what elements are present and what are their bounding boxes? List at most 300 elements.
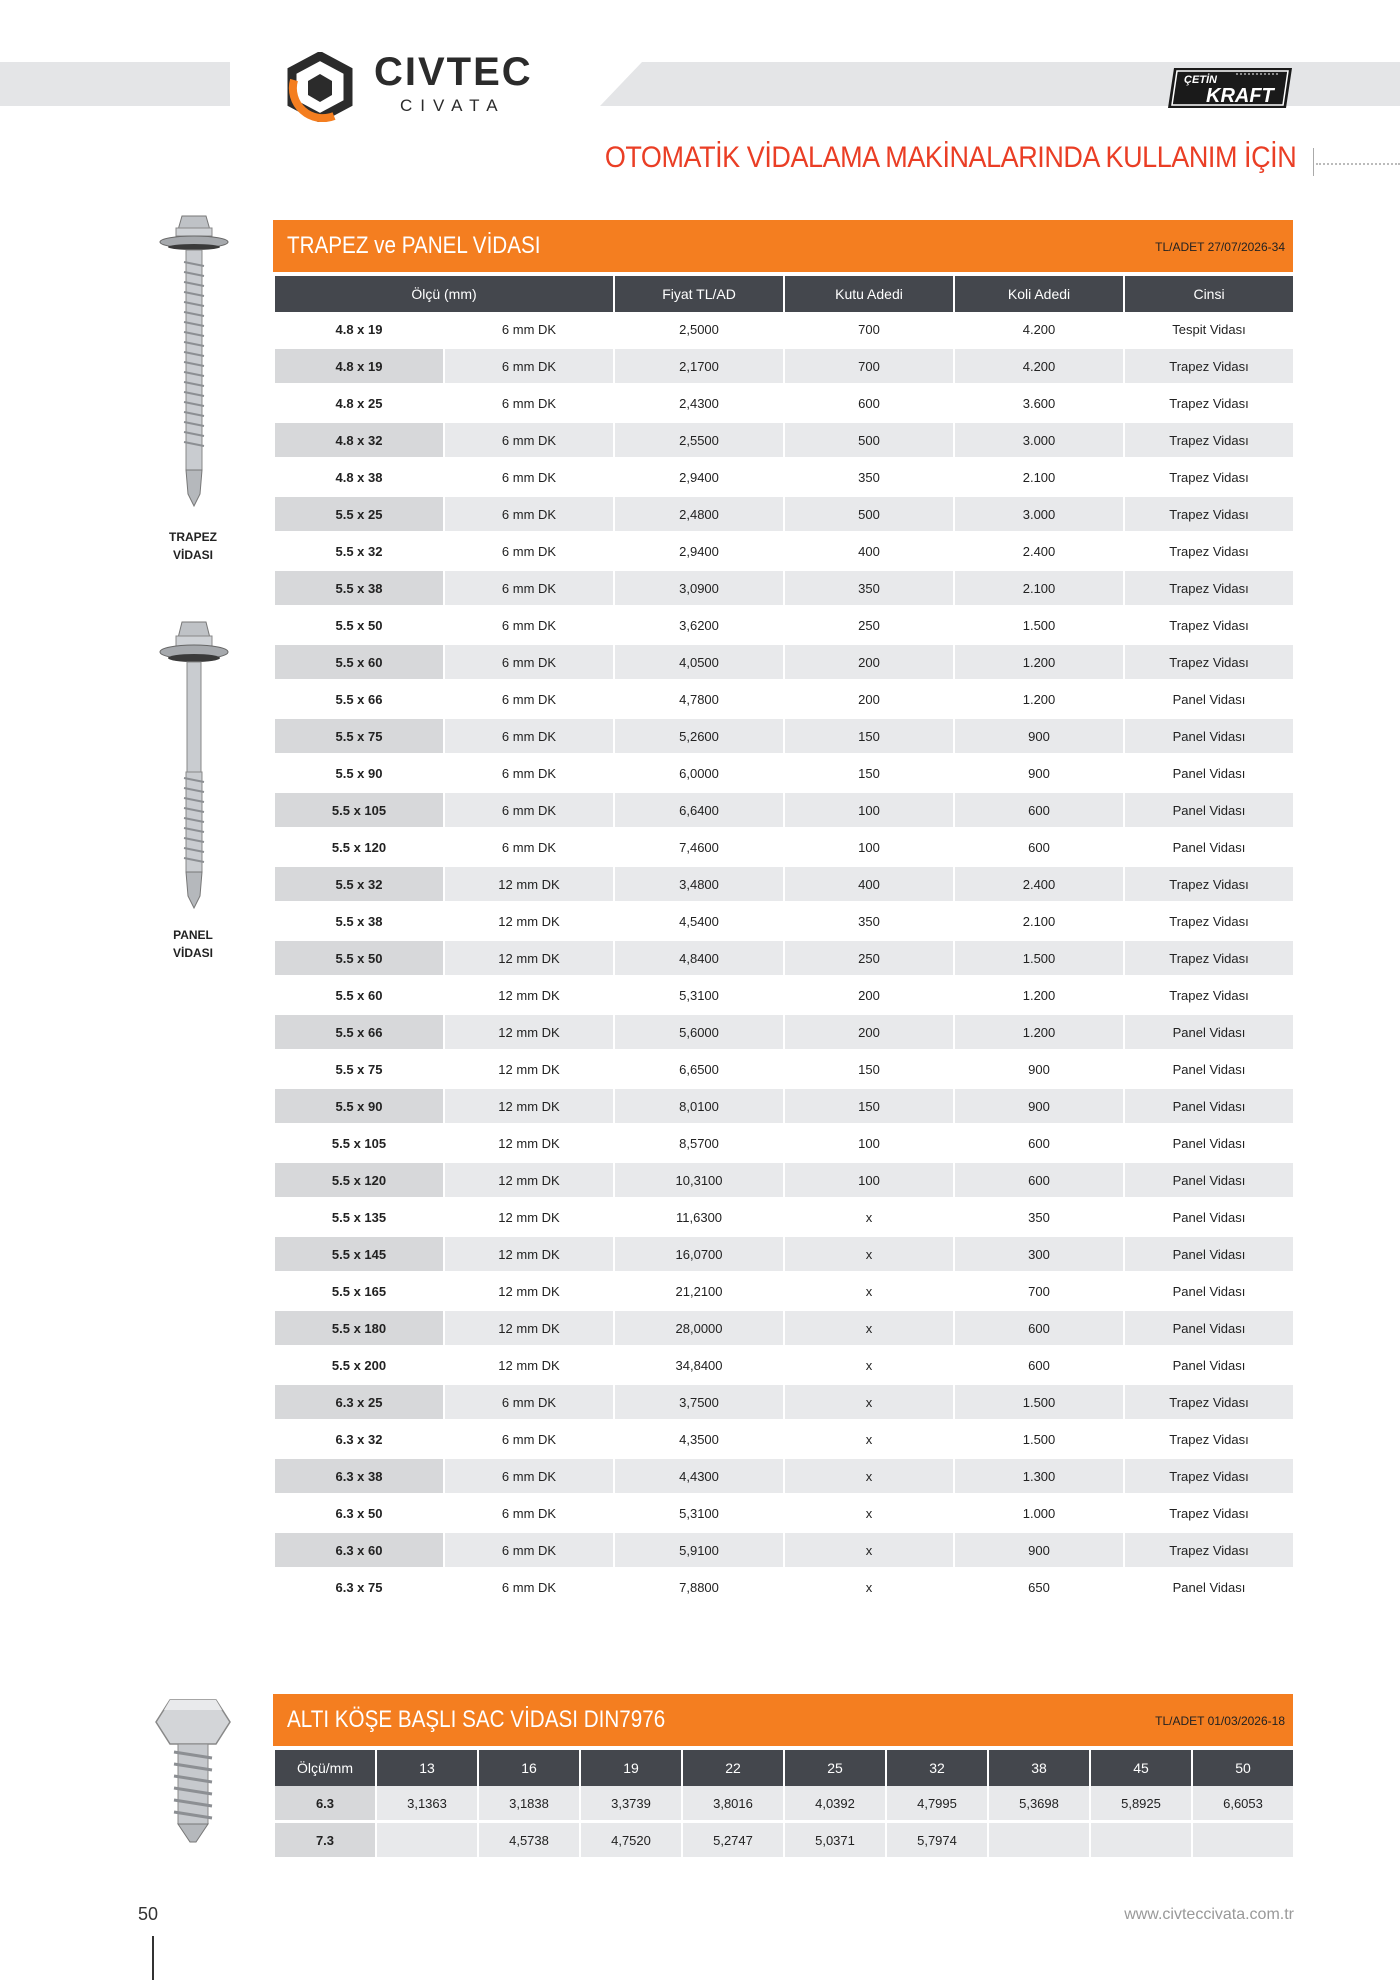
head-cell: 12 mm DK: [445, 1126, 613, 1163]
box-qty-cell: 200: [785, 682, 953, 719]
box-qty-cell: 100: [785, 793, 953, 830]
trapez-screw-image: [156, 214, 232, 508]
box-qty-cell: x: [785, 1533, 953, 1570]
table-row: [275, 1823, 1293, 1860]
case-qty-cell: 650: [955, 1570, 1123, 1607]
panel-screw-image: [156, 620, 232, 910]
type-cell: Trapez Vidası: [1125, 608, 1293, 645]
case-qty-cell: 3.000: [955, 497, 1123, 534]
case-qty-cell: 1.200: [955, 645, 1123, 682]
box-qty-cell: x: [785, 1200, 953, 1237]
size-cell: 4.8 x 19: [275, 349, 443, 386]
size-cell: 5.5 x 38: [275, 904, 443, 941]
price-cell: 8,0100: [615, 1089, 783, 1126]
price-cell: 5,3698: [989, 1786, 1089, 1823]
table-row: [275, 867, 1293, 904]
box-qty-cell: 150: [785, 1089, 953, 1126]
trapez-table-body: [275, 312, 1293, 1607]
size-cell: 6.3 x 25: [275, 1385, 443, 1422]
case-qty-cell: 600: [955, 1163, 1123, 1200]
size-cell: 4.8 x 25: [275, 386, 443, 423]
box-qty-cell: x: [785, 1496, 953, 1533]
box-qty-cell: 150: [785, 1052, 953, 1089]
size-cell: 4.8 x 38: [275, 460, 443, 497]
head-cell: 12 mm DK: [445, 904, 613, 941]
price-cell: 34,8400: [615, 1348, 783, 1385]
price-cell: 6,6500: [615, 1052, 783, 1089]
col-header-length: 50: [1193, 1750, 1293, 1786]
case-qty-cell: 900: [955, 1052, 1123, 1089]
size-cell: 5.5 x 32: [275, 534, 443, 571]
table-row: [275, 460, 1293, 497]
price-cell: [1091, 1823, 1191, 1860]
type-cell: Trapez Vidası: [1125, 423, 1293, 460]
table-row: [275, 793, 1293, 830]
size-cell: 6.3 x 60: [275, 1533, 443, 1570]
type-cell: Panel Vidası: [1125, 1274, 1293, 1311]
size-cell: 5.5 x 66: [275, 682, 443, 719]
col-header-length: 22: [683, 1750, 783, 1786]
head-cell: 12 mm DK: [445, 1089, 613, 1126]
box-qty-cell: x: [785, 1348, 953, 1385]
type-cell: Panel Vidası: [1125, 1126, 1293, 1163]
type-cell: Trapez Vidası: [1125, 645, 1293, 682]
case-qty-cell: 600: [955, 1126, 1123, 1163]
din-section-meta: TL/ADET 01/03/2026-18: [1155, 1714, 1285, 1728]
type-cell: Trapez Vidası: [1125, 978, 1293, 1015]
trapez-section-meta: TL/ADET 27/07/2026-34: [1155, 240, 1285, 254]
price-cell: 2,9400: [615, 534, 783, 571]
case-qty-cell: 2.400: [955, 534, 1123, 571]
size-cell: 5.5 x 120: [275, 1163, 443, 1200]
head-cell: 6 mm DK: [445, 1459, 613, 1496]
table-row: [275, 1348, 1293, 1385]
head-cell: 12 mm DK: [445, 1015, 613, 1052]
size-cell: 5.5 x 105: [275, 1126, 443, 1163]
price-cell: 4,3500: [615, 1422, 783, 1459]
case-qty-cell: 1.200: [955, 1015, 1123, 1052]
price-cell: 5,9100: [615, 1533, 783, 1570]
box-qty-cell: 250: [785, 941, 953, 978]
head-cell: 12 mm DK: [445, 1237, 613, 1274]
type-cell: Panel Vidası: [1125, 719, 1293, 756]
case-qty-cell: 2.100: [955, 571, 1123, 608]
case-qty-cell: 900: [955, 756, 1123, 793]
head-cell: 6 mm DK: [445, 1533, 613, 1570]
head-cell: 12 mm DK: [445, 1200, 613, 1237]
table-row: [275, 386, 1293, 423]
type-cell: Trapez Vidası: [1125, 1496, 1293, 1533]
size-cell: 5.5 x 200: [275, 1348, 443, 1385]
price-cell: 4,4300: [615, 1459, 783, 1496]
box-qty-cell: 400: [785, 534, 953, 571]
table-row: [275, 1237, 1293, 1274]
case-qty-cell: 1.200: [955, 682, 1123, 719]
price-cell: 6,0000: [615, 756, 783, 793]
din-section-title-bar: [273, 1694, 1293, 1746]
price-cell: 2,4800: [615, 497, 783, 534]
size-cell: 4.8 x 19: [275, 312, 443, 349]
size-cell: 5.5 x 66: [275, 1015, 443, 1052]
price-cell: 6,6400: [615, 793, 783, 830]
size-cell: 5.5 x 90: [275, 1089, 443, 1126]
box-qty-cell: 350: [785, 571, 953, 608]
kraft-word-2: KRAFT: [1206, 85, 1274, 107]
price-cell: 3,7500: [615, 1385, 783, 1422]
price-cell: [989, 1823, 1089, 1860]
table-row: [275, 608, 1293, 645]
table-row: [275, 1422, 1293, 1459]
table-row: [275, 719, 1293, 756]
brand-subtitle: CIVATA: [400, 96, 506, 115]
din-screw-image: [150, 1696, 236, 1846]
price-cell: [1193, 1823, 1293, 1860]
civtec-hex-logo-icon: [284, 52, 356, 122]
type-cell: Panel Vidası: [1125, 1570, 1293, 1607]
price-cell: 21,2100: [615, 1274, 783, 1311]
price-cell: 11,6300: [615, 1200, 783, 1237]
box-qty-cell: x: [785, 1570, 953, 1607]
type-cell: Panel Vidası: [1125, 1015, 1293, 1052]
size-cell: 5.5 x 32: [275, 867, 443, 904]
type-cell: Trapez Vidası: [1125, 1533, 1293, 1570]
table-row: [275, 1459, 1293, 1496]
website-link[interactable]: www.civteccivata.com.tr: [1124, 1906, 1294, 1923]
din-header-row: [275, 1750, 1293, 1786]
table-row: [275, 682, 1293, 719]
size-cell: 6.3: [275, 1786, 375, 1823]
col-header-price: Fiyat TL/AD: [615, 276, 783, 312]
size-cell: 6.3 x 75: [275, 1570, 443, 1607]
price-cell: 3,0900: [615, 571, 783, 608]
case-qty-cell: 1.500: [955, 608, 1123, 645]
type-cell: Trapez Vidası: [1125, 571, 1293, 608]
head-cell: 6 mm DK: [445, 497, 613, 534]
type-cell: Panel Vidası: [1125, 1163, 1293, 1200]
size-cell: 5.5 x 135: [275, 1200, 443, 1237]
price-cell: 4,5738: [479, 1823, 579, 1860]
type-cell: Trapez Vidası: [1125, 497, 1293, 534]
price-cell: 5,2747: [683, 1823, 783, 1860]
box-qty-cell: 100: [785, 1163, 953, 1200]
col-header-case: Koli Adedi: [955, 276, 1123, 312]
col-header-type: Cinsi: [1125, 276, 1293, 312]
price-cell: 5,6000: [615, 1015, 783, 1052]
box-qty-cell: 350: [785, 460, 953, 497]
price-cell: 5,0371: [785, 1823, 885, 1860]
box-qty-cell: x: [785, 1237, 953, 1274]
price-cell: 4,8400: [615, 941, 783, 978]
price-cell: 3,8016: [683, 1786, 783, 1823]
col-header-length: 32: [887, 1750, 987, 1786]
size-cell: 5.5 x 50: [275, 941, 443, 978]
din-section-title: ALTI KÖŞE BAŞLI SAC VİDASI DIN7976: [287, 1706, 666, 1733]
type-cell: Trapez Vidası: [1125, 460, 1293, 497]
type-cell: Panel Vidası: [1125, 756, 1293, 793]
head-cell: 6 mm DK: [445, 608, 613, 645]
hex-head-screw-icon: [150, 1696, 236, 1846]
price-cell: 4,0500: [615, 645, 783, 682]
table-row: [275, 571, 1293, 608]
size-cell: 5.5 x 105: [275, 793, 443, 830]
price-cell: 4,7800: [615, 682, 783, 719]
table-row: [275, 312, 1293, 349]
din-table-body: [275, 1786, 1293, 1860]
case-qty-cell: 4.200: [955, 312, 1123, 349]
head-cell: 6 mm DK: [445, 756, 613, 793]
case-qty-cell: 900: [955, 1533, 1123, 1570]
box-qty-cell: 600: [785, 386, 953, 423]
type-cell: Trapez Vidası: [1125, 1385, 1293, 1422]
size-cell: 5.5 x 60: [275, 978, 443, 1015]
price-cell: 3,3739: [581, 1786, 681, 1823]
table-row: [275, 978, 1293, 1015]
size-cell: 5.5 x 60: [275, 645, 443, 682]
box-qty-cell: 200: [785, 1015, 953, 1052]
price-cell: 16,0700: [615, 1237, 783, 1274]
price-cell: 4,7995: [887, 1786, 987, 1823]
type-cell: Panel Vidası: [1125, 1200, 1293, 1237]
trapez-screw-icon: [156, 214, 232, 508]
panel-screw-icon: [156, 620, 232, 910]
case-qty-cell: 900: [955, 1089, 1123, 1126]
head-cell: 6 mm DK: [445, 1422, 613, 1459]
type-cell: Trapez Vidası: [1125, 1422, 1293, 1459]
case-qty-cell: 1.000: [955, 1496, 1123, 1533]
head-cell: 6 mm DK: [445, 1385, 613, 1422]
box-qty-cell: x: [785, 1459, 953, 1496]
case-qty-cell: 1.500: [955, 1385, 1123, 1422]
table-row: [275, 904, 1293, 941]
type-cell: Trapez Vidası: [1125, 534, 1293, 571]
head-cell: 6 mm DK: [445, 571, 613, 608]
box-qty-cell: 700: [785, 312, 953, 349]
price-cell: 3,1838: [479, 1786, 579, 1823]
head-cell: 6 mm DK: [445, 460, 613, 497]
size-cell: 5.5 x 120: [275, 830, 443, 867]
case-qty-cell: 300: [955, 1237, 1123, 1274]
table-row: [275, 497, 1293, 534]
price-cell: [377, 1823, 477, 1860]
trapez-price-table: [273, 276, 1295, 1607]
price-cell: 4,7520: [581, 1823, 681, 1860]
table-row: [275, 645, 1293, 682]
head-cell: 6 mm DK: [445, 682, 613, 719]
case-qty-cell: 1.200: [955, 978, 1123, 1015]
box-qty-cell: 200: [785, 978, 953, 1015]
table-row: [275, 534, 1293, 571]
case-qty-cell: 350: [955, 1200, 1123, 1237]
table-row: [275, 423, 1293, 460]
case-qty-cell: 1.500: [955, 941, 1123, 978]
size-cell: 4.8 x 32: [275, 423, 443, 460]
size-cell: 7.3: [275, 1823, 375, 1860]
size-cell: 5.5 x 90: [275, 756, 443, 793]
col-header-size: Ölçü/mm: [275, 1750, 375, 1786]
price-cell: 28,0000: [615, 1311, 783, 1348]
type-cell: Tespit Vidası: [1125, 312, 1293, 349]
type-cell: Panel Vidası: [1125, 830, 1293, 867]
price-cell: 5,3100: [615, 1496, 783, 1533]
size-cell: 5.5 x 75: [275, 1052, 443, 1089]
head-cell: 12 mm DK: [445, 1311, 613, 1348]
price-cell: 4,0392: [785, 1786, 885, 1823]
case-qty-cell: 4.200: [955, 349, 1123, 386]
case-qty-cell: 600: [955, 830, 1123, 867]
size-cell: 5.5 x 38: [275, 571, 443, 608]
head-cell: 6 mm DK: [445, 349, 613, 386]
table-header-row: [275, 276, 1293, 312]
table-row: [275, 1163, 1293, 1200]
price-cell: 2,4300: [615, 386, 783, 423]
head-cell: 6 mm DK: [445, 312, 613, 349]
head-cell: 6 mm DK: [445, 719, 613, 756]
price-cell: 5,3100: [615, 978, 783, 1015]
size-cell: 5.5 x 25: [275, 497, 443, 534]
panel-label: PANEL VİDASI: [172, 928, 213, 960]
col-header-length: 19: [581, 1750, 681, 1786]
table-row: [275, 1015, 1293, 1052]
trapez-section-title: TRAPEZ ve PANEL VİDASI: [287, 232, 541, 259]
size-cell: 6.3 x 38: [275, 1459, 443, 1496]
type-cell: Trapez Vidası: [1125, 941, 1293, 978]
type-cell: Trapez Vidası: [1125, 349, 1293, 386]
price-cell: 7,4600: [615, 830, 783, 867]
head-cell: 6 mm DK: [445, 386, 613, 423]
type-cell: Panel Vidası: [1125, 1311, 1293, 1348]
price-cell: 2,9400: [615, 460, 783, 497]
case-qty-cell: 2.100: [955, 460, 1123, 497]
case-qty-cell: 2.100: [955, 904, 1123, 941]
table-row: [275, 941, 1293, 978]
price-cell: 6,6053: [1193, 1786, 1293, 1823]
case-qty-cell: 600: [955, 1311, 1123, 1348]
kraft-badge-icon: [1166, 66, 1296, 110]
price-cell: 3,4800: [615, 867, 783, 904]
col-header-length: 38: [989, 1750, 1089, 1786]
page-heading: OTOMATİK VİDALAMA MAKİNALARINDA KULLANIM İÇİN: [604, 141, 1296, 174]
table-row: [275, 1052, 1293, 1089]
col-header-size: Ölçü (mm): [275, 276, 613, 312]
box-qty-cell: 150: [785, 719, 953, 756]
head-cell: 6 mm DK: [445, 534, 613, 571]
price-cell: 2,5500: [615, 423, 783, 460]
table-row: [275, 1385, 1293, 1422]
head-cell: 12 mm DK: [445, 941, 613, 978]
price-cell: 10,3100: [615, 1163, 783, 1200]
heading-dotted-line: [1316, 163, 1400, 165]
box-qty-cell: x: [785, 1422, 953, 1459]
table-row: [275, 830, 1293, 867]
din-price-table: [273, 1750, 1295, 1860]
price-cell: 5,2600: [615, 719, 783, 756]
box-qty-cell: 500: [785, 497, 953, 534]
head-cell: 12 mm DK: [445, 1052, 613, 1089]
size-cell: 5.5 x 145: [275, 1237, 443, 1274]
box-qty-cell: x: [785, 1274, 953, 1311]
table-row: [275, 1496, 1293, 1533]
table-row: [275, 1533, 1293, 1570]
table-row: [275, 1089, 1293, 1126]
type-cell: Panel Vidası: [1125, 793, 1293, 830]
table-row: [275, 1126, 1293, 1163]
type-cell: Trapez Vidası: [1125, 1459, 1293, 1496]
box-qty-cell: 150: [785, 756, 953, 793]
size-cell: 6.3 x 50: [275, 1496, 443, 1533]
brand-name: CIVTEC: [374, 50, 533, 94]
type-cell: Trapez Vidası: [1125, 386, 1293, 423]
box-qty-cell: 700: [785, 349, 953, 386]
size-cell: 5.5 x 180: [275, 1311, 443, 1348]
case-qty-cell: 700: [955, 1274, 1123, 1311]
col-header-box: Kutu Adedi: [785, 276, 953, 312]
head-cell: 6 mm DK: [445, 1570, 613, 1607]
box-qty-cell: 500: [785, 423, 953, 460]
head-cell: 12 mm DK: [445, 1274, 613, 1311]
case-qty-cell: 3.000: [955, 423, 1123, 460]
box-qty-cell: x: [785, 1385, 953, 1422]
head-cell: 6 mm DK: [445, 1496, 613, 1533]
case-qty-cell: 2.400: [955, 867, 1123, 904]
box-qty-cell: 400: [785, 867, 953, 904]
size-cell: 6.3 x 32: [275, 1422, 443, 1459]
type-cell: Trapez Vidası: [1125, 867, 1293, 904]
box-qty-cell: 250: [785, 608, 953, 645]
type-cell: Panel Vidası: [1125, 1089, 1293, 1126]
head-cell: 12 mm DK: [445, 1163, 613, 1200]
head-cell: 6 mm DK: [445, 830, 613, 867]
price-cell: 2,1700: [615, 349, 783, 386]
case-qty-cell: 1.500: [955, 1422, 1123, 1459]
kraft-word-1: ÇETİN: [1184, 74, 1217, 86]
price-cell: 5,7974: [887, 1823, 987, 1860]
header-band-left: [0, 62, 230, 106]
size-cell: 5.5 x 165: [275, 1274, 443, 1311]
price-cell: 4,5400: [615, 904, 783, 941]
type-cell: Trapez Vidası: [1125, 904, 1293, 941]
box-qty-cell: x: [785, 1311, 953, 1348]
box-qty-cell: 200: [785, 645, 953, 682]
head-cell: 12 mm DK: [445, 867, 613, 904]
heading-divider: [1313, 148, 1314, 176]
type-cell: Panel Vidası: [1125, 1237, 1293, 1274]
head-cell: 6 mm DK: [445, 645, 613, 682]
head-cell: 12 mm DK: [445, 1348, 613, 1385]
head-cell: 6 mm DK: [445, 793, 613, 830]
page-number: 50: [138, 1904, 159, 1924]
table-row: [275, 1311, 1293, 1348]
case-qty-cell: 600: [955, 1348, 1123, 1385]
box-qty-cell: 100: [785, 830, 953, 867]
box-qty-cell: 100: [785, 1126, 953, 1163]
price-cell: 5,8925: [1091, 1786, 1191, 1823]
table-row: [275, 1570, 1293, 1607]
type-cell: Panel Vidası: [1125, 1348, 1293, 1385]
case-qty-cell: 600: [955, 793, 1123, 830]
size-cell: 5.5 x 50: [275, 608, 443, 645]
case-qty-cell: 3.600: [955, 386, 1123, 423]
col-header-length: 16: [479, 1750, 579, 1786]
col-header-length: 45: [1091, 1750, 1191, 1786]
price-cell: 8,5700: [615, 1126, 783, 1163]
type-cell: Panel Vidası: [1125, 682, 1293, 719]
table-row: [275, 349, 1293, 386]
col-header-length: 13: [377, 1750, 477, 1786]
cetin-kraft-logo: [1166, 66, 1296, 110]
price-cell: 7,8800: [615, 1570, 783, 1607]
price-cell: 2,5000: [615, 312, 783, 349]
case-qty-cell: 1.300: [955, 1459, 1123, 1496]
